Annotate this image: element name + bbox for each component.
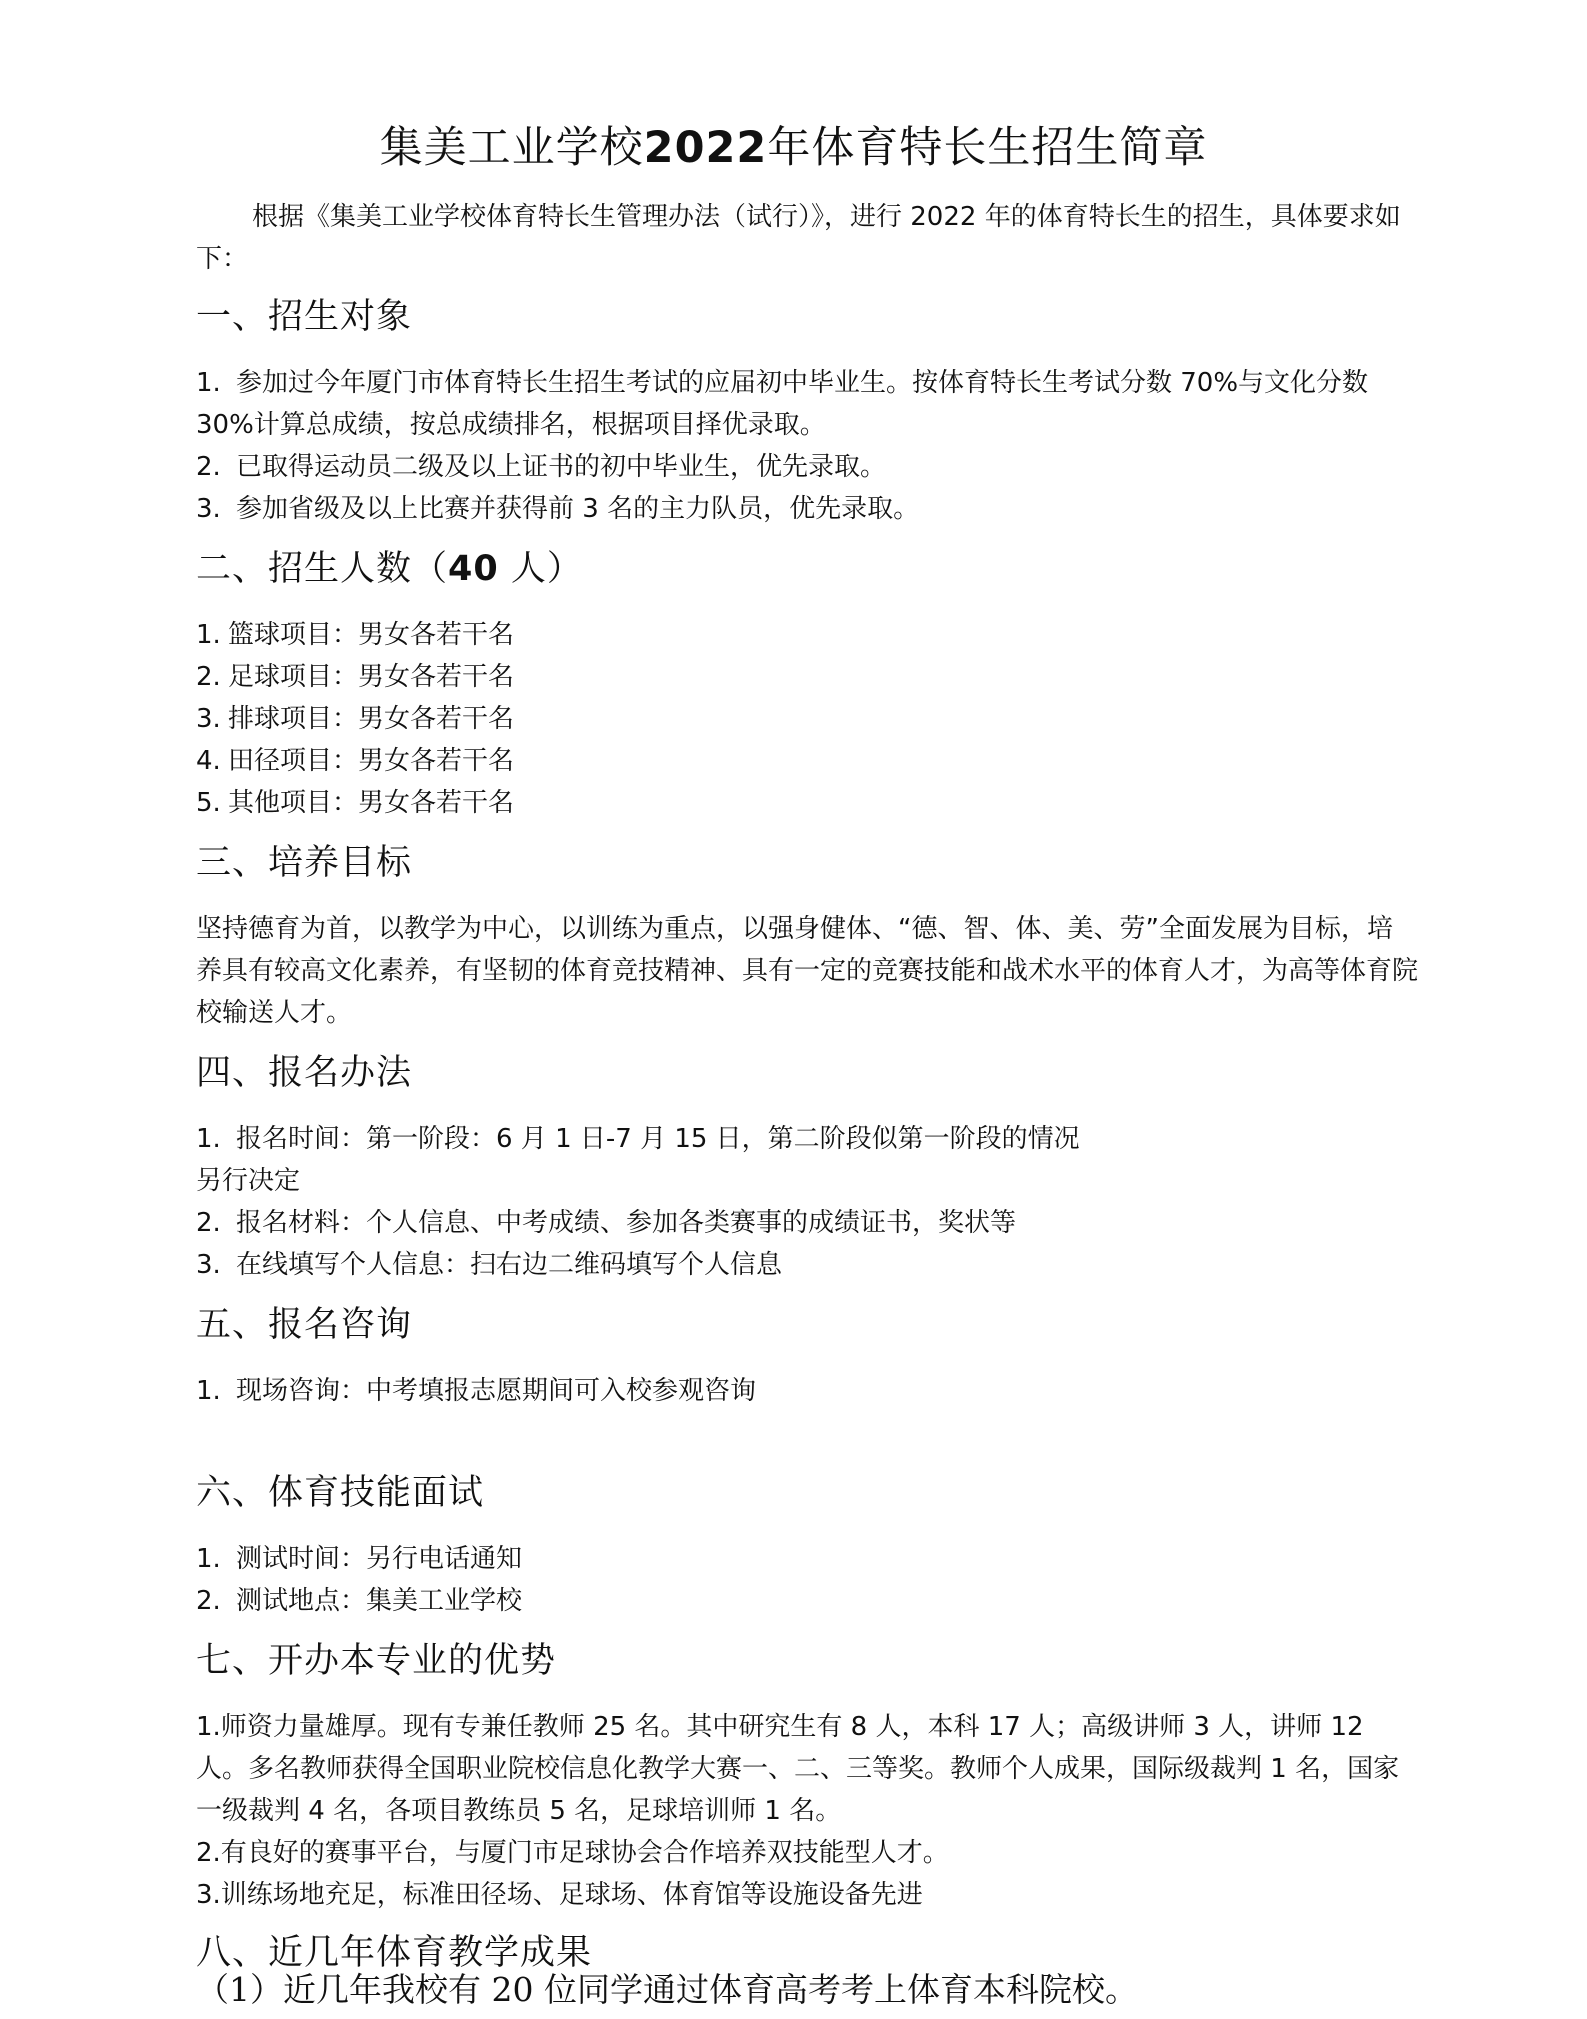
- heading-suffix: 人）: [498, 549, 583, 589]
- item-number: 3.: [196, 1250, 221, 1280]
- item-number: 2.: [196, 452, 221, 482]
- section-heading-2: [196, 544, 583, 594]
- section-heading-5: 五、报名咨询: [196, 1305, 413, 1345]
- list-item: [196, 698, 514, 740]
- item-number: 2.: [196, 1208, 221, 1238]
- item-text: 现场咨询：中考填报志愿期间可入校参观咨询: [236, 1376, 757, 1406]
- list-item: [196, 488, 919, 530]
- item-number: 1.: [196, 620, 221, 650]
- item-number: 3.: [196, 494, 221, 524]
- item-text: 排球项目：男女各若干名: [228, 704, 515, 734]
- section-paragraph: 1.师资力量雄厚。现有专兼任教师 25 名。其中研究生有 8 人，本科 17 人；高级讲师 3 人，讲师 12 人。多名教师获得全国职业院校信息化教学大赛一、二、三等奖。教师个人成果，国际级裁判 1 名，国家一级裁判 4 名，各项目教练员 5 名，足球培训师 1 名。: [196, 1712, 1400, 1826]
- section-heading-1: 一、招生对象: [196, 297, 413, 337]
- item-number: 2.: [196, 1586, 221, 1616]
- item-number: 1.: [196, 1124, 221, 1154]
- page-title: [0, 118, 1587, 178]
- item-text: 报名材料：个人信息、中考成绩、参加各类赛事的成绩证书，奖状等: [236, 1208, 1017, 1238]
- item-number: 3.: [196, 704, 221, 734]
- item-text: 报名时间：第一阶段：6 月 1 日-7 月 15 日，第二阶段似第一阶段的情况: [236, 1124, 1080, 1154]
- section-heading-8: 八、近几年体育教学成果: [196, 1933, 593, 1973]
- list-item: [196, 362, 1418, 446]
- list-item: [196, 1118, 1080, 1160]
- section-heading-3: 三、培养目标: [196, 843, 413, 883]
- section-heading-6: 六、体育技能面试: [196, 1473, 485, 1513]
- list-item: [196, 1370, 756, 1412]
- section-paragraph: 3.训练场地充足，标准田径场、足球场、体育馆等设施设备先进: [196, 1880, 923, 1910]
- section-heading-7: 七、开办本专业的优势: [196, 1641, 557, 1681]
- section-paragraph: 2.有良好的赛事平台，与厦门市足球协会合作培养双技能型人才。: [196, 1838, 949, 1868]
- item-number: 1.: [196, 368, 221, 398]
- list-item-continuation: 另行决定: [196, 1166, 301, 1196]
- list-item: [196, 1202, 1016, 1244]
- title-prefix: 集美工业学校: [379, 123, 644, 173]
- list-item: [196, 446, 886, 488]
- heading-number: 40: [448, 549, 499, 589]
- section-paragraph: 坚持德育为首，以教学为中心，以训练为重点，以强身健体、“德、智、体、美、劳”全面发展为目标，培养具有较高文化素养，有坚韧的体育竞技精神、具有一定的竞赛技能和战术水平的体育人才，为高等体育院校输送人才。: [196, 914, 1419, 1028]
- list-item: [196, 1580, 522, 1622]
- list-item: （1）近几年我校有 20 位同学通过体育高考考上体育本科院校。: [196, 1970, 1138, 2009]
- list-item: [196, 1538, 522, 1580]
- item-text: 参加省级及以上比赛并获得前 3 名的主力队员，优先录取。: [236, 494, 920, 524]
- list-item: [196, 614, 514, 656]
- item-text: 参加过今年厦门市体育特长生招生考试的应届初中毕业生。按体育特长生考试分数 70%与文化分数 30%计算总成绩，按总成绩排名，根据项目择优录取。: [196, 368, 1369, 440]
- item-text: 在线填写个人信息：扫右边二维码填写个人信息: [236, 1250, 783, 1280]
- item-text: 篮球项目：男女各若干名: [228, 620, 515, 650]
- list-item: [196, 1244, 782, 1286]
- title-suffix: 年体育特长生招生简章: [767, 123, 1208, 173]
- item-text: 测试时间：另行电话通知: [236, 1544, 523, 1574]
- list-item: [196, 782, 514, 824]
- item-text: 测试地点：集美工业学校: [236, 1586, 523, 1616]
- list-item: [196, 740, 514, 782]
- intro-paragraph: 根据《集美工业学校体育特长生管理办法（试行）》，进行 2022 年的体育特长生的招生，具体要求如下：: [196, 202, 1401, 274]
- list-item: [196, 656, 514, 698]
- item-text: 已取得运动员二级及以上证书的初中毕业生，优先录取。: [236, 452, 887, 482]
- item-text: 田径项目：男女各若干名: [228, 746, 515, 776]
- item-number: 1.: [196, 1544, 221, 1574]
- section-heading-4: 四、报名办法: [196, 1053, 413, 1093]
- item-text: 其他项目：男女各若干名: [228, 788, 515, 818]
- item-text: 足球项目：男女各若干名: [228, 662, 515, 692]
- item-number: 5.: [196, 788, 221, 818]
- item-number: 1.: [196, 1376, 221, 1406]
- item-number: 4.: [196, 746, 221, 776]
- title-year: 2022: [643, 123, 768, 173]
- heading-prefix: 二、招生人数（: [196, 549, 449, 589]
- item-number: 2.: [196, 662, 221, 692]
